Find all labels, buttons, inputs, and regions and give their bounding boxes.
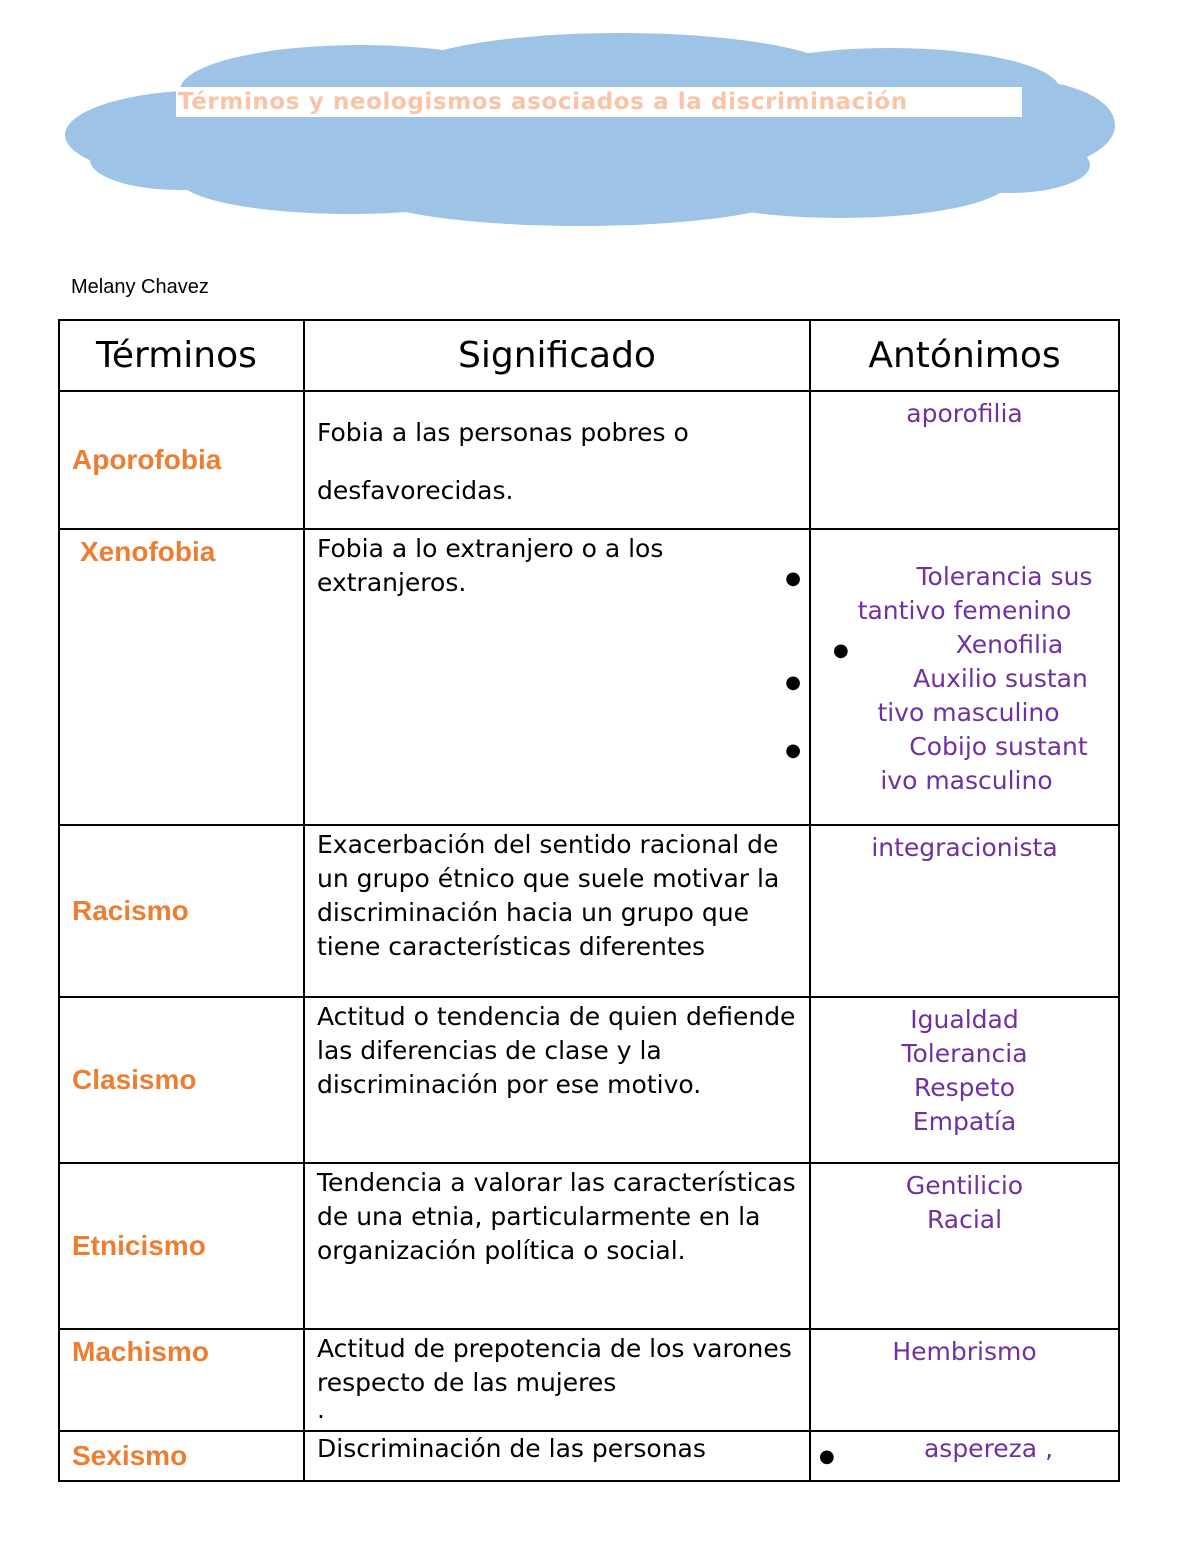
meaning-tail: . (317, 1395, 325, 1424)
term-cell: Machismo (59, 1329, 304, 1431)
term-cell: Clasismo (59, 997, 304, 1163)
cloud-shape (60, 30, 1120, 230)
bullet-icon: ● (819, 1446, 835, 1467)
antonym-item: Tolerancia sus (916, 562, 1093, 591)
table-row (59, 529, 1119, 825)
antonym-cell (810, 825, 1119, 997)
term-label: Xenofobia (80, 536, 216, 567)
header-antonimos: Antónimos (810, 320, 1119, 391)
term-cell: Racismo (59, 825, 304, 997)
antonym-cell (810, 1163, 1119, 1329)
antonym-item: Gentilicio (905, 1171, 1024, 1200)
table-row (59, 1431, 1119, 1481)
antonym-item: Xenofilia (955, 630, 1064, 659)
antonym-cell (810, 529, 1119, 825)
antonym-cell (810, 997, 1119, 1163)
author-name: Melany Chavez (71, 276, 209, 298)
terms-table (58, 319, 1120, 1482)
meaning-cell: Actitud o tendencia de quien defiende las diferencias de clase y la discriminación por ese motivo. (304, 997, 810, 1163)
antonym-cell (810, 391, 1119, 529)
antonym-item: tantivo femenino (857, 596, 1072, 625)
table-row (59, 825, 1119, 997)
antonym-item: aspereza , (923, 1434, 1054, 1463)
table-header-row (59, 320, 1119, 391)
bullet-icon: ● (833, 640, 849, 661)
term-cell: Aporofobia (59, 391, 304, 529)
antonym-item: Cobijo sustant (909, 732, 1088, 761)
header-terminos: Términos (59, 320, 304, 391)
antonym-cell (810, 1431, 1119, 1481)
term-cell (59, 529, 304, 825)
meaning-cell: Discriminación de las personas (304, 1431, 810, 1481)
meaning-text: Actitud de prepotencia de los varones respecto de las mujeres (317, 1334, 792, 1397)
bullet-icon: ● (785, 740, 801, 761)
antonym-item: Tolerancia (901, 1039, 1028, 1068)
antonym-item: Respeto (913, 1073, 1015, 1102)
table-row (59, 391, 1119, 529)
antonym-item: aporofilia (906, 399, 1023, 428)
antonym-item: integracionista (871, 833, 1058, 862)
antonym-item: Racial (926, 1205, 1003, 1234)
antonym-item: Empatía (912, 1107, 1017, 1136)
document-title: Términos y neologismos asociados a la discriminación (176, 87, 1022, 117)
table-row (59, 997, 1119, 1163)
meaning-cell: Tendencia a valorar las características de una etnia, particularmente en la organización política o social. (304, 1163, 810, 1329)
header-significado: Significado (304, 320, 810, 391)
bullet-icon: ● (785, 568, 801, 589)
antonym-item: tivo masculino (877, 698, 1060, 727)
antonym-item: Hembrismo (892, 1337, 1037, 1366)
antonym-item: Igualdad (910, 1005, 1019, 1034)
meaning-cell (304, 529, 810, 825)
table-row (59, 1329, 1119, 1431)
term-cell: Sexismo (59, 1431, 304, 1481)
antonym-item: Auxilio sustan (913, 664, 1088, 693)
antonym-item: ivo masculino (880, 766, 1053, 795)
meaning-text: Fobia a lo extranjero o a los extranjeros. (317, 534, 664, 597)
meaning-cell: Fobia a las personas pobres o desfavorecidas. (304, 391, 810, 529)
meaning-cell (304, 1329, 810, 1431)
antonym-cell (810, 1329, 1119, 1431)
table-row (59, 1163, 1119, 1329)
term-cell: Etnicismo (59, 1163, 304, 1329)
bullet-icon: ● (785, 672, 801, 693)
meaning-cell: Exacerbación del sentido racional de un grupo étnico que suele motivar la discriminación hacia un grupo que tiene características diferentes (304, 825, 810, 997)
